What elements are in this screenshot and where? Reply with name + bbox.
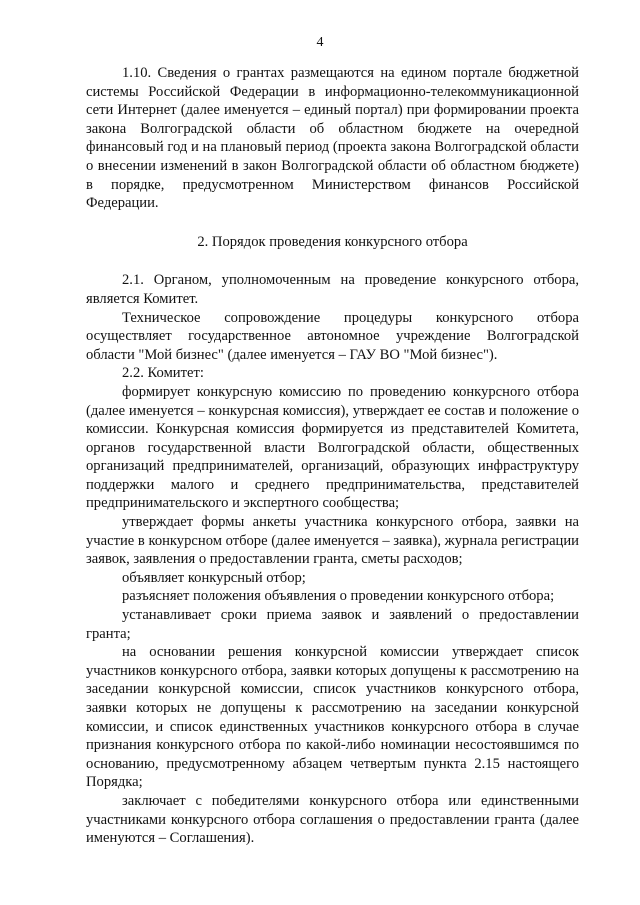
- paragraph-technical-support: Техническое сопровождение процедуры конкурсного отбора осуществляет государственное автономное учреждение Волгоградской области "Мой бизнес" (далее именуется – ГАУ ВО "Мой бизнес").: [86, 309, 579, 363]
- section-heading-2: 2. Порядок проведения конкурсного отбора: [197, 233, 468, 250]
- paragraph-sets-deadlines: устанавливает сроки приема заявок и заявлений о предоставлении гранта;: [86, 607, 579, 642]
- paragraph-concludes-agreements: заключает с победителями конкурсного отбора или единственными участниками конкурсного отбора соглашения о предоставлении гранта (далее именуются – Соглашения).: [86, 792, 579, 847]
- paragraph-1-10: 1.10. Сведения о грантах размещаются на едином портале бюджетной системы Российской Федерации в информационно-телекоммуникационной сети Интернет (далее именуется – единый портал) при формировании проекта закона Волгоградской области об областном бюджете на очередной финансовый год и на плановый период (проекта закона Волгоградской области о внесении изменений в закон Волгоградской области об областном бюджете) в порядке, предусмотренном Министерством финансов Российской Федерации.: [86, 65, 579, 212]
- paragraph-announces-selection: объявляет конкурсный отбор;: [122, 569, 306, 586]
- paragraph-2-1: 2.1. Органом, уполномоченным на проведение конкурсного отбора, является Комитет.: [86, 272, 579, 307]
- paragraph-approves-lists: на основании решения конкурсной комиссии утверждает список участников конкурсного отбора, заявки которых допущены к рассмотрению на заседании конкурсной комиссии, список участников конкурсного отбора, заявки которых не допущены к рассмотрению на заседании конкурсной комиссии, и список единственных участников конкурсного отбора в случае признания конкурсного отбора по какой-либо номинации несостоявшимся по основанию, предусмотренному абзацем четвертым пункта 2.15 настоящего Порядка;: [86, 644, 579, 791]
- paragraph-forms-commission: формирует конкурсную комиссию по проведению конкурсного отбора (далее именуется – конкурсная комиссия), утверждает ее состав и положение о комиссии. Конкурсная комиссия формируется из представителей Комитета, органов государственной власти Волгоградской области, общественных организаций предпринимателей, организаций, образующих инфраструктуру поддержки малого и среднего предпринимательства, представителей предпринимательского и экспертного сообщества;: [86, 383, 579, 512]
- page-number: 4: [316, 35, 324, 50]
- paragraph-explains-announcement: разъясняет положения объявления о проведении конкурсного отбора;: [122, 588, 555, 605]
- paragraph-2-2: 2.2. Комитет:: [122, 365, 204, 382]
- paragraph-approves-forms: утверждает формы анкеты участника конкурсного отбора, заявки на участие в конкурсном отборе (далее именуется – заявка), журнала регистрации заявок, заявления о предоставлении гранта, сметы расходов;: [86, 514, 579, 568]
- document-body: [86, 64, 579, 848]
